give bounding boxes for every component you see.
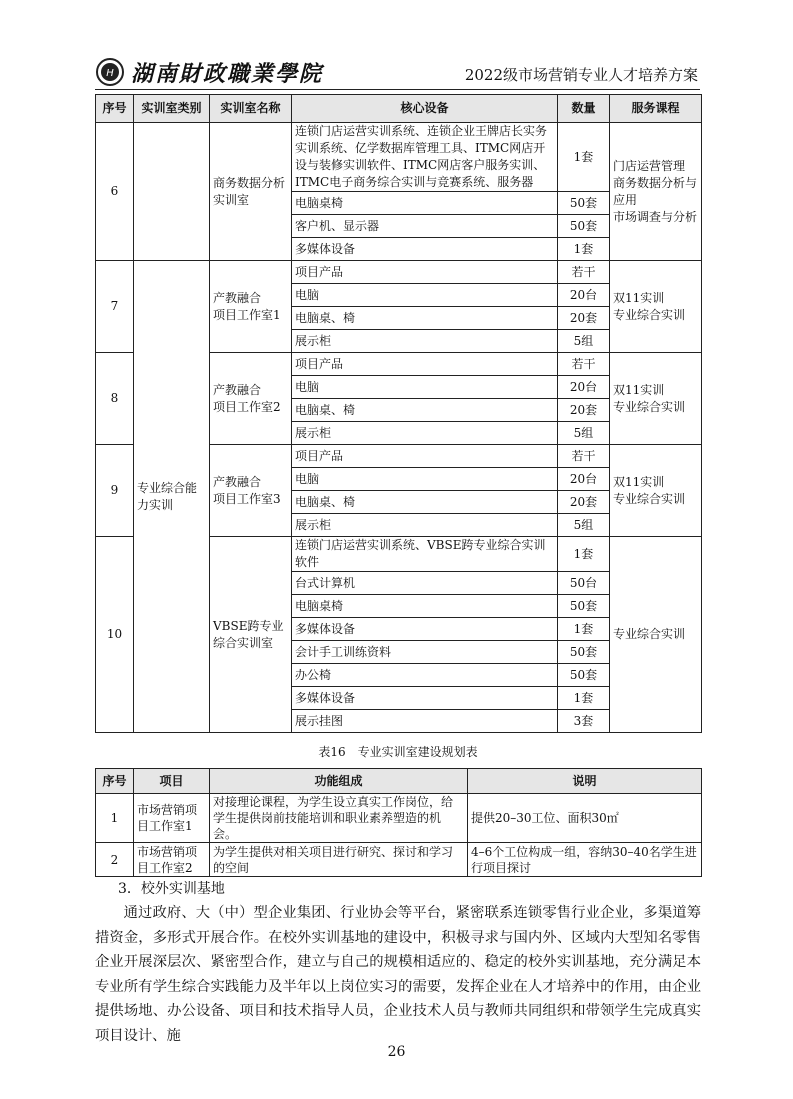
col-header-category: 实训室类别 — [134, 95, 210, 123]
courses-cell: 双11实训 专业综合实训 — [610, 353, 702, 445]
school-name: 湖南財政職業學院 — [131, 60, 324, 87]
quantity-cell: 20套 — [558, 399, 610, 422]
training-room-table — [95, 94, 702, 733]
section-title: 3．校外实训基地 — [118, 881, 225, 897]
section-paragraph: 通过政府、大（中）型企业集团、行业协会等平台，紧密联系连锁零售行业企业，多渠道筹措资金，多形式开展合作。在校外实训基地的建设中，积极寻求与国内外、区域内大型知名零售企业开展深层次、紧密型合作，建立与自己的规模相适应的、稳定的校外实训基地，充分满足本专业所有学生综合实践能力及半年以上岗位实习的需要，发挥企业在人才培养中的作用，由企业提供场地、办公设备、项目和技术指导人员，企业技术人员与教师共同组织和带领学生完成真实项目设计、施 — [95, 905, 701, 1044]
table-row — [96, 843, 702, 877]
equipment-cell: 电脑 — [292, 376, 558, 399]
col-header-room: 实训室名称 — [210, 95, 292, 123]
room-name: 产教融合 项目工作室2 — [210, 353, 292, 445]
project-name: 市场营销项目工作室1 — [134, 794, 210, 843]
quantity-cell: 20台 — [558, 376, 610, 399]
equipment-cell: 电脑 — [292, 468, 558, 491]
school-emblem-icon — [95, 57, 125, 87]
quantity-cell: 1套 — [558, 537, 610, 572]
equipment-cell: 项目产品 — [292, 445, 558, 468]
row-number: 8 — [96, 353, 134, 445]
document-title: 2022级市场营销专业人才培养方案 — [464, 66, 698, 84]
courses-cell: 双11实训 专业综合实训 — [610, 261, 702, 353]
room-name: VBSE跨专业综合实训室 — [210, 537, 292, 733]
table-row — [96, 123, 702, 192]
col-header-qty: 数量 — [558, 95, 610, 123]
equipment-cell: 连锁门店运营实训系统、连锁企业王牌店长实务实训系统、亿学数据库管理工具、ITMC网店开设与装修实训软件、ITMC网店客户服务实训、ITMC电子商务综合实训与竞赛系统、服务器 — [292, 123, 558, 192]
note-cell: 4–6个工位构成一组，容纳30–40名学生进行项目探讨 — [468, 843, 702, 877]
quantity-cell: 20套 — [558, 491, 610, 514]
courses-cell: 双11实训 专业综合实训 — [610, 445, 702, 537]
quantity-cell: 5组 — [558, 422, 610, 445]
page-header — [95, 55, 700, 90]
school-logo — [95, 55, 323, 89]
quantity-cell: 若干 — [558, 445, 610, 468]
row-number: 7 — [96, 261, 134, 353]
row-number: 6 — [96, 123, 134, 261]
table-caption: 表16 专业实训室建设规划表 — [318, 745, 478, 759]
equipment-cell: 多媒体设备 — [292, 238, 558, 261]
equipment-cell: 多媒体设备 — [292, 618, 558, 641]
room-name: 商务数据分析实训室 — [210, 123, 292, 261]
quantity-cell: 1套 — [558, 238, 610, 261]
quantity-cell: 1套 — [558, 687, 610, 710]
quantity-cell: 若干 — [558, 261, 610, 284]
equipment-cell: 办公椅 — [292, 664, 558, 687]
quantity-cell: 50套 — [558, 192, 610, 215]
equipment-cell: 连锁门店运营实训系统、VBSE跨专业综合实训软件 — [292, 537, 558, 572]
courses-cell: 专业综合实训 — [610, 537, 702, 733]
table-header-row — [96, 95, 702, 123]
equipment-cell: 展示柜 — [292, 330, 558, 353]
quantity-cell: 50套 — [558, 215, 610, 238]
quantity-cell: 若干 — [558, 353, 610, 376]
equipment-cell: 客户机、显示器 — [292, 215, 558, 238]
function-cell: 对接理论课程，为学生设立真实工作岗位，给学生提供岗前技能培训和职业素养塑造的机会。 — [210, 794, 468, 843]
equipment-cell: 电脑桌椅 — [292, 192, 558, 215]
equipment-cell: 台式计算机 — [292, 572, 558, 595]
note-cell: 提供20–30工位、面积30㎡ — [468, 794, 702, 843]
col-header-project: 项目 — [134, 769, 210, 794]
courses-cell: 门店运营管理 商务数据分析与应用 市场调查与分析 — [610, 123, 702, 261]
quantity-cell: 5组 — [558, 514, 610, 537]
equipment-cell: 多媒体设备 — [292, 687, 558, 710]
quantity-cell: 1套 — [558, 123, 610, 192]
svg-text:H: H — [106, 68, 114, 79]
equipment-cell: 电脑桌、椅 — [292, 307, 558, 330]
room-name: 产教融合 项目工作室1 — [210, 261, 292, 353]
quantity-cell: 20套 — [558, 307, 610, 330]
page-number: 26 — [387, 1044, 406, 1060]
col-header-note: 说明 — [468, 769, 702, 794]
quantity-cell: 50套 — [558, 664, 610, 687]
equipment-cell: 会计手工训练资料 — [292, 641, 558, 664]
col-header-equipment: 核心设备 — [292, 95, 558, 123]
project-name: 市场营销项目工作室2 — [134, 843, 210, 877]
room-category — [134, 123, 210, 261]
table-row — [96, 794, 702, 843]
room-category: 专业综合能力实训 — [134, 261, 210, 733]
quantity-cell: 50套 — [558, 641, 610, 664]
table-header-row — [96, 769, 702, 794]
equipment-cell: 电脑桌、椅 — [292, 491, 558, 514]
quantity-cell: 20台 — [558, 284, 610, 307]
equipment-cell: 项目产品 — [292, 353, 558, 376]
col-header-no: 序号 — [96, 95, 134, 123]
equipment-cell: 电脑 — [292, 284, 558, 307]
quantity-cell: 20台 — [558, 468, 610, 491]
room-name: 产教融合 项目工作室3 — [210, 445, 292, 537]
col-header-courses: 服务课程 — [610, 95, 702, 123]
equipment-cell: 项目产品 — [292, 261, 558, 284]
equipment-cell: 展示挂图 — [292, 710, 558, 733]
lab-plan-table — [95, 768, 702, 877]
row-number: 1 — [96, 794, 134, 843]
quantity-cell: 50台 — [558, 572, 610, 595]
row-number: 9 — [96, 445, 134, 537]
table-row — [96, 261, 702, 284]
col-header-no: 序号 — [96, 769, 134, 794]
equipment-cell: 展示柜 — [292, 422, 558, 445]
equipment-cell: 电脑桌、椅 — [292, 399, 558, 422]
col-header-function: 功能组成 — [210, 769, 468, 794]
equipment-cell: 电脑桌椅 — [292, 595, 558, 618]
row-number: 2 — [96, 843, 134, 877]
row-number: 10 — [96, 537, 134, 733]
quantity-cell: 50套 — [558, 595, 610, 618]
quantity-cell: 1套 — [558, 618, 610, 641]
quantity-cell: 5组 — [558, 330, 610, 353]
quantity-cell: 3套 — [558, 710, 610, 733]
function-cell: 为学生提供对相关项目进行研究、探讨和学习的空间 — [210, 843, 468, 877]
equipment-cell: 展示柜 — [292, 514, 558, 537]
